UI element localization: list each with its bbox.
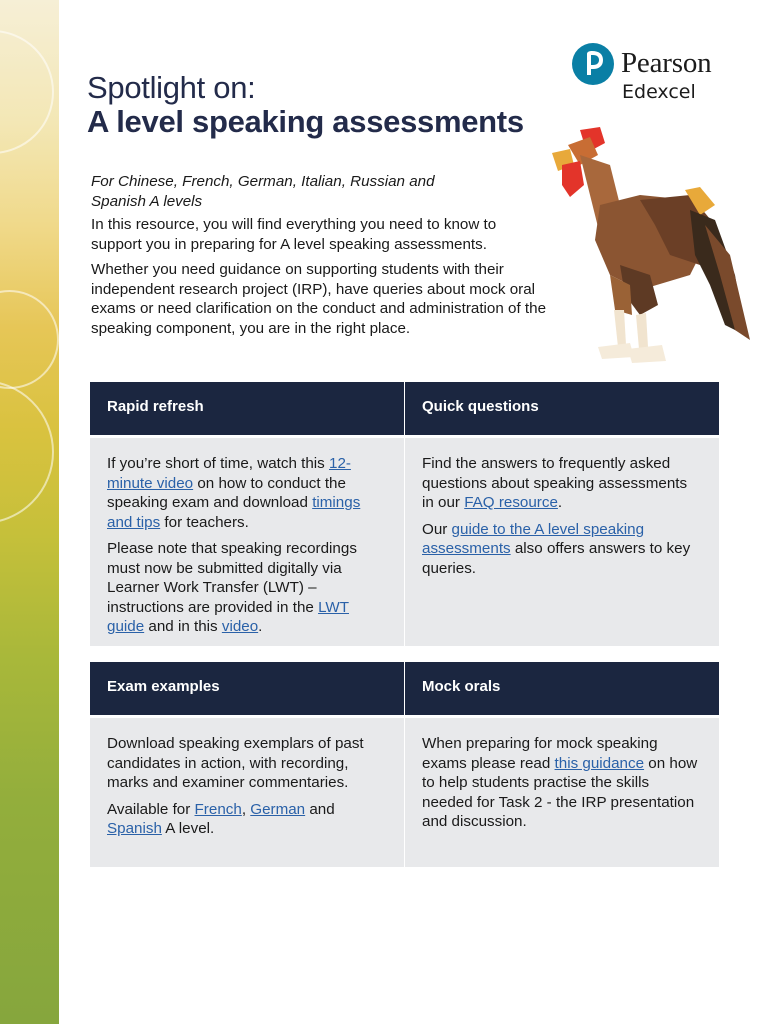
quick-questions-heading: Quick questions xyxy=(405,382,719,435)
faq-resource-link[interactable]: FAQ resource xyxy=(464,494,558,511)
rapid-refresh-para-1: If you’re short of time, watch this 12-minute video on how to conduct the speaking exam and download timings and tips for teachers. xyxy=(107,455,361,531)
cards-row-2 xyxy=(90,662,719,867)
lwt-guide-link[interactable]: LWT guide xyxy=(107,598,349,635)
speaking-guide-link[interactable]: guide to the A level speaking assessments xyxy=(422,520,645,557)
page-title-line2: A level speaking assessments xyxy=(87,104,524,139)
page-title-line1: Spotlight on: xyxy=(87,70,256,105)
decorative-side-strip xyxy=(0,0,59,1024)
quick-questions-para-1: Find the answers to frequently asked questions about speaking assessments in our FAQ resource. xyxy=(422,455,688,511)
mock-guidance-link[interactable]: this guidance xyxy=(554,754,645,772)
exam-examples-para-2: Available for French, German and Spanish A level. xyxy=(107,800,335,837)
exam-examples-heading: Exam examples xyxy=(90,662,404,715)
cards-row-1 xyxy=(90,382,719,646)
brand-sub: Edexcel xyxy=(622,81,696,103)
video-link[interactable]: 12-minute video xyxy=(107,455,351,492)
mock-orals-para-1: When preparing for mock speaking exams please read this guidance on how to help students practise the skills needed for Task 2 - the IRP presentation and discussion. xyxy=(422,735,698,830)
brand-name: Pearson xyxy=(621,47,712,79)
rapid-refresh-heading: Rapid refresh xyxy=(90,382,404,435)
quick-questions-card xyxy=(405,438,719,646)
german-link[interactable]: German xyxy=(250,800,306,818)
quick-questions-para-2: Our guide to the A level speaking assessments also offers answers to key queries. xyxy=(422,520,691,577)
spanish-link[interactable]: Spanish xyxy=(107,820,162,837)
french-link[interactable]: French xyxy=(194,800,242,818)
mock-orals-card xyxy=(405,718,719,867)
timings-tips-link[interactable]: timings and tips xyxy=(107,494,361,531)
languages-text: For Chinese, French, German, Italian, Russian and Spanish A levels xyxy=(91,173,435,210)
pearson-edexcel-logo xyxy=(572,43,732,105)
origami-rooster-image xyxy=(540,125,755,370)
lwt-video-link[interactable]: video xyxy=(221,618,259,635)
mock-orals-heading: Mock orals xyxy=(405,662,719,715)
intro-para-2: Whether you need guidance on supporting students with their independent research project (IRP), have queries about mock oral exams or need clarification on the conduct and administration of the speaking component, you are in the right place. xyxy=(91,261,547,337)
pearson-logo-icon xyxy=(572,43,614,85)
intro-para-1: In this resource, you will find everything you need to know to support you in preparing for A level speaking assessments. xyxy=(91,216,497,253)
intro-section xyxy=(91,172,551,344)
rapid-refresh-para-2: Please note that speaking recordings must now be submitted digitally via Learner Work Transfer (LWT) – instructions are provided in the LWT guide and in this video. xyxy=(107,540,357,635)
rapid-refresh-card xyxy=(90,438,404,646)
exam-examples-card xyxy=(90,718,404,867)
exam-examples-para-1: Download speaking exemplars of past candidates in action, with recording, marks and examiner commentaries. xyxy=(107,735,364,791)
